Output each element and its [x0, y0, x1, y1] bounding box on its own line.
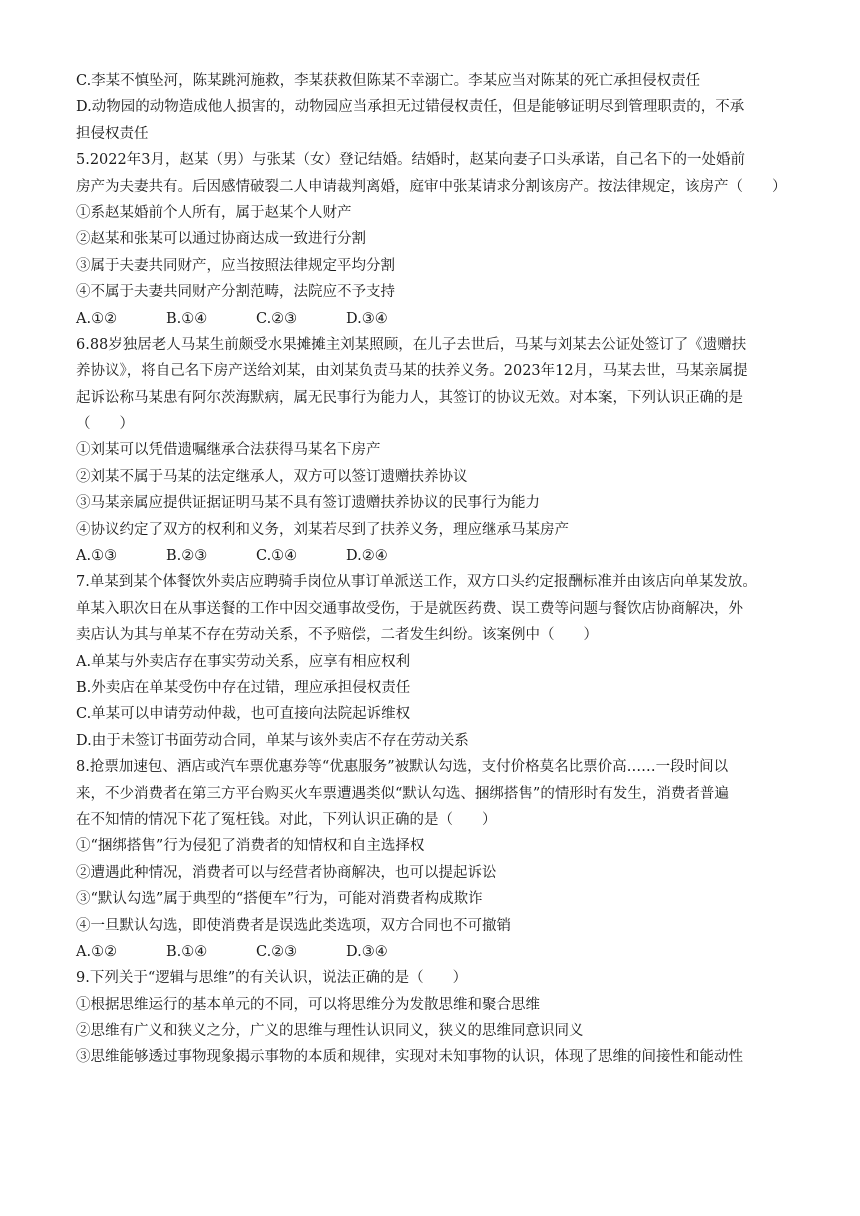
statement-1: ①刘某可以凭借遗嘱继承合法获得马某名下房产 — [76, 442, 381, 459]
question-stem-line: 单某入职次日在从事送餐的工作中因交通事故受伤，于是就医药费、误工费等问题与餐饮店协商解决，外 — [76, 600, 743, 617]
question-stem-line: 房产为夫妻共有。后因感情破裂二人申请裁判离婚，庭审中张某请求分割该房产。按法律规定，该房产（ ） — [76, 178, 787, 195]
statement-4: ④不属于夫妻共同财产分割范畴，法院应不予支持 — [76, 284, 395, 301]
statement-4: ④协议约定了双方的权利和义务，刘某若尽到了扶养义务，理应继承马某房产 — [76, 521, 569, 538]
option-a: A.①② — [76, 310, 118, 327]
answer-options — [76, 306, 796, 332]
statement-3: ③“默认勾选”属于典型的“搭便车”行为，可能对消费者构成欺诈 — [76, 891, 483, 908]
question-stem-line: （ ） — [76, 416, 134, 433]
statement-2: ②遭遇此种情况，消费者可以与经营者协商解决，也可以提起诉讼 — [76, 864, 497, 881]
question-7 — [76, 569, 796, 754]
exam-page — [76, 68, 796, 1071]
option-b: B.①④ — [166, 943, 208, 960]
statement-1: ①“捆绑搭售”行为侵犯了消费者的知情权和自主选择权 — [76, 838, 425, 855]
option-a: A.①③ — [76, 548, 118, 565]
question-8 — [76, 754, 796, 965]
statement-3: ③马某亲属应提供证据证明马某不具有签订遗赠扶养协议的民事行为能力 — [76, 495, 540, 512]
question-stem-line: 6.88岁独居老人马某生前颇受水果摊摊主刘某照顾，在儿子去世后，马某与刘某去公证处签订了《遗赠扶 — [76, 336, 747, 353]
statement-2: ②赵某和张某可以通过协商达成一致进行分割 — [76, 231, 366, 248]
option-b: B.①④ — [166, 310, 208, 327]
choice-c-line: C.李某不慎坠河，陈某跳河施救，李某获救但陈某不幸溺亡。李某应当对陈某的死亡承担侵权责任 — [76, 73, 701, 89]
statement-1: ①系赵某婚前个人所有，属于赵某个人财产 — [76, 204, 352, 221]
choice-d-line: D.动物园的动物造成他人损害的，动物园应当承担无过错侵权责任，但是能够证明尽到管理职责的，不承 — [76, 99, 745, 116]
statement-3: ③思维能够透过事物现象揭示事物的本质和规律，实现对未知事物的认识，体现了思维的间接性和能动性 — [76, 1049, 743, 1066]
question-stem-line: 起诉讼称马某患有阿尔茨海默病，属无民事行为能力人，其签订的协议无效。对本案，下列认识正确的是 — [76, 389, 743, 406]
question-stem-line: 来，不少消费者在第三方平台购买火车票遭遇类似“默认勾选、捆绑搭售”的情形时有发生，消费者普遍 — [76, 785, 729, 802]
choice-d-line-cont: 担侵权责任 — [76, 125, 149, 142]
statement-2: ②刘某不属于马某的法定继承人，双方可以签订遗赠扶养协议 — [76, 468, 468, 485]
statement-2: ②思维有广义和狭义之分，广义的思维与理性认识同义，狭义的思维同意识同义 — [76, 1023, 584, 1040]
question-stem-line: 卖店认为其与单某不存在劳动关系，不予赔偿，二者发生纠纷。该案例中（ ） — [76, 627, 598, 644]
answer-options — [76, 939, 796, 965]
choice-a: A.单某与外卖店存在事实劳动关系，应享有相应权利 — [76, 653, 411, 670]
statement-4: ④一旦默认勾选，即使消费者是误选此类选项，双方合同也不可撤销 — [76, 917, 511, 934]
option-c: C.②③ — [256, 310, 298, 327]
option-d: D.②④ — [346, 548, 388, 565]
statement-1: ①根据思维运行的基本单元的不同，可以将思维分为发散思维和聚合思维 — [76, 996, 540, 1013]
question-stem-line: 养协议》，将自己名下房产送给刘某，由刘某负责马某的扶养义务。2023年12月，马某去世，马某亲属提 — [76, 363, 748, 380]
choice-b: B.外卖店在单某受伤中存在过错，理应承担侵权责任 — [76, 679, 411, 696]
question-stem-line: 5.2022年3月，赵某（男）与张某（女）登记结婚。结婚时，赵某向妻子口头承诺，自己名下的一处婚前 — [76, 152, 745, 169]
option-d: D.③④ — [346, 310, 388, 327]
question-9 — [76, 965, 796, 1071]
answer-options — [76, 543, 796, 569]
option-c: C.②③ — [256, 943, 298, 960]
choice-d: D.由于未签订书面劳动合同，单某与该外卖店不存在劳动关系 — [76, 732, 469, 749]
question-stem-line: 7.单某到某个体餐饮外卖店应聘骑手岗位从事订单派送工作，双方口头约定报酬标准并由该店向单某发放。 — [76, 574, 757, 591]
statement-3: ③属于夫妻共同财产，应当按照法律规定平均分割 — [76, 257, 395, 274]
question-4-tail — [76, 68, 796, 147]
option-c: C.①④ — [256, 548, 298, 565]
question-stem-line: 8.抢票加速包、酒店或汽车票优惠券等“优惠服务”被默认勾选，支付价格莫名比票价高……一段时间以 — [76, 759, 729, 776]
question-6 — [76, 332, 796, 570]
option-b: B.②③ — [166, 548, 208, 565]
question-stem-line: 在不知情的情况下花了冤枉钱。对此，下列认识正确的是（ ） — [76, 811, 497, 828]
question-stem-line: 9.下列关于“逻辑与思维”的有关认识，说法正确的是（ ） — [76, 970, 468, 987]
option-a: A.①② — [76, 943, 118, 960]
option-d: D.③④ — [346, 943, 388, 960]
question-5 — [76, 147, 796, 332]
choice-c: C.单某可以申请劳动仲裁，也可直接向法院起诉维权 — [76, 706, 411, 723]
